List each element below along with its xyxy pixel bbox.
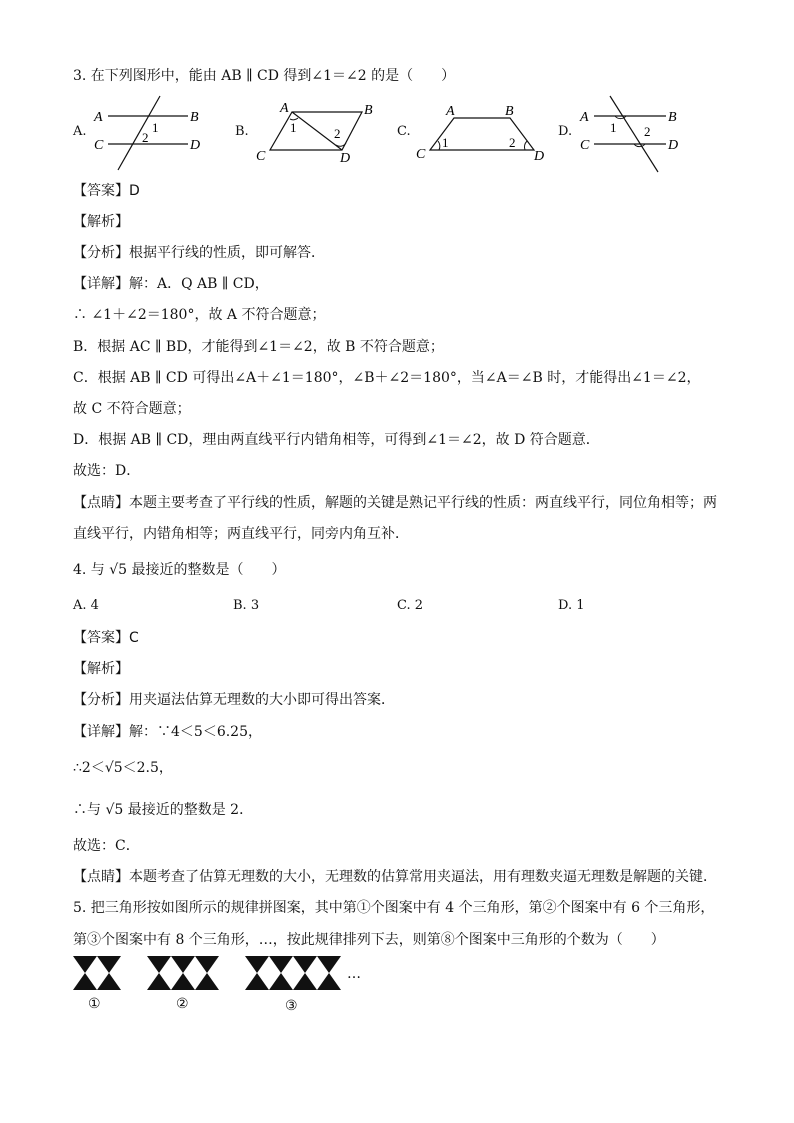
q3-answer: 【答案】D [73,183,140,199]
q5-stem-2: 第③个图案中有 8 个三角形，…，按此规律排列下去，则第⑧个图案中三角形的个数为（ ） [73,932,665,948]
fig-d-label-1: 1 [610,120,617,135]
q3-figure-a [90,92,200,172]
q3-analysis-heading: 【解析】 [73,214,129,230]
q3-stem: 3. 在下列图形中，能由 AB ∥ CD 得到∠1＝∠2 的是（ ） [73,68,456,84]
fig-b-label-1: 1 [290,120,297,135]
q3-choose: 故选：D． [73,463,141,479]
fig-d-label-D: D [668,138,679,153]
fig-c-label-1: 1 [442,135,449,150]
q4-answer: 【答案】C [73,630,139,646]
q5-pattern-3-label: ③ [285,998,298,1014]
fig-b-label-D: D [340,151,351,166]
q4-analysis-heading: 【解析】 [73,661,129,677]
q3-option-c-label: C. [397,124,411,139]
q5-pattern-1-label: ① [88,996,101,1012]
fig-d-label-A: A [580,110,589,125]
q5-pattern-3 [245,956,341,990]
fig-a-label-A: A [94,110,103,125]
q3-detail-3: B．根据 AC ∥ BD，才能得到∠1＝∠2，故 B 不符合题意； [73,339,444,355]
q3-detail-1: 【详解】解：A．Q AB ∥ CD， [73,276,269,292]
fig-a-label-C: C [94,138,104,153]
q4-detail-3: ∴与 √5 最接近的整数是 2． [73,802,254,818]
q3-figure-b [250,98,390,168]
q3-comment-2: 直线平行，内错角相等；两直线平行，同旁内角互补． [73,526,409,542]
q5-pattern-2-label: ② [176,996,189,1012]
q3-detail-5: 故 C 不符合题意； [73,401,191,417]
fig-d-label-2: 2 [644,124,651,139]
fig-b-label-B: B [364,103,373,118]
fig-a-label-2: 2 [142,130,149,145]
fig-c-label-D: D [534,149,545,164]
q5-pattern-ellipsis: … [347,966,361,982]
fig-c-label-2: 2 [509,135,516,150]
q3-detail-2: ∴ ∠1＋∠2＝180°，故 A 不符合题意； [73,307,326,323]
q3-figure-d [574,92,694,174]
fig-d-label-C: C [580,138,590,153]
q4-fenxi: 【分析】用夹逼法估算无理数的大小即可得出答案． [73,692,395,708]
fig-b-label-C: C [256,149,266,164]
q3-comment-1: 【点睛】本题主要考查了平行线的性质，解题的关键是熟记平行线的性质：两直线平行，同位角相等；两 [73,495,717,511]
q4-choice-a: A. 4 [73,598,99,613]
q5-stem-1: 5. 把三角形按如图所示的规律拼图案，其中第①个图案中有 4 个三角形，第②个图案中有 6 个三角形， [73,900,715,916]
q4-comment: 【点睛】本题考查了估算无理数的大小，无理数的估算常用夹逼法，用有理数夹逼无理数是解题的关键． [73,869,717,885]
fig-b-label-2: 2 [334,126,341,141]
fig-c-label-B: B [505,104,514,119]
q4-choice-d: D. 1 [558,598,585,613]
q4-detail-2: ∴2＜√5＜2.5， [73,760,173,776]
q3-detail-4: C．根据 AB ∥ CD 可得出∠A＋∠1＝180°，∠B＋∠2＝180°，当∠A＝∠B 时，才能得出∠1＝∠2， [73,370,701,386]
q4-choose: 故选：C． [73,838,140,854]
q4-choice-b: B. 3 [233,598,260,613]
q3-figure-c [412,100,552,164]
fig-c-label-C: C [416,147,426,162]
q5-pattern-1 [73,956,121,990]
q3-option-b-label: B. [235,124,249,139]
fig-a-label-B: B [190,110,199,125]
fig-c-label-A: A [446,104,455,119]
q4-stem: 4. 与 √5 最接近的整数是（ ） [73,562,286,578]
q4-choice-c: C. 2 [397,598,424,613]
fig-a-label-D: D [190,138,200,153]
fig-a-label-1: 1 [152,120,159,135]
q5-pattern-2 [147,956,219,990]
q3-detail-6: D．根据 AB ∥ CD，理由两直线平行内错角相等，可得到∠1＝∠2，故 D 符合题意． [73,432,600,448]
fig-b-label-A: A [280,101,289,116]
q3-option-d-label: D. [558,124,573,139]
q3-option-a-label: A. [73,124,87,139]
q3-fenxi: 【分析】根据平行线的性质，即可解答． [73,245,325,261]
q4-detail-1: 【详解】解：∵4＜5＜6.25， [73,724,262,740]
fig-d-label-B: B [668,110,677,125]
